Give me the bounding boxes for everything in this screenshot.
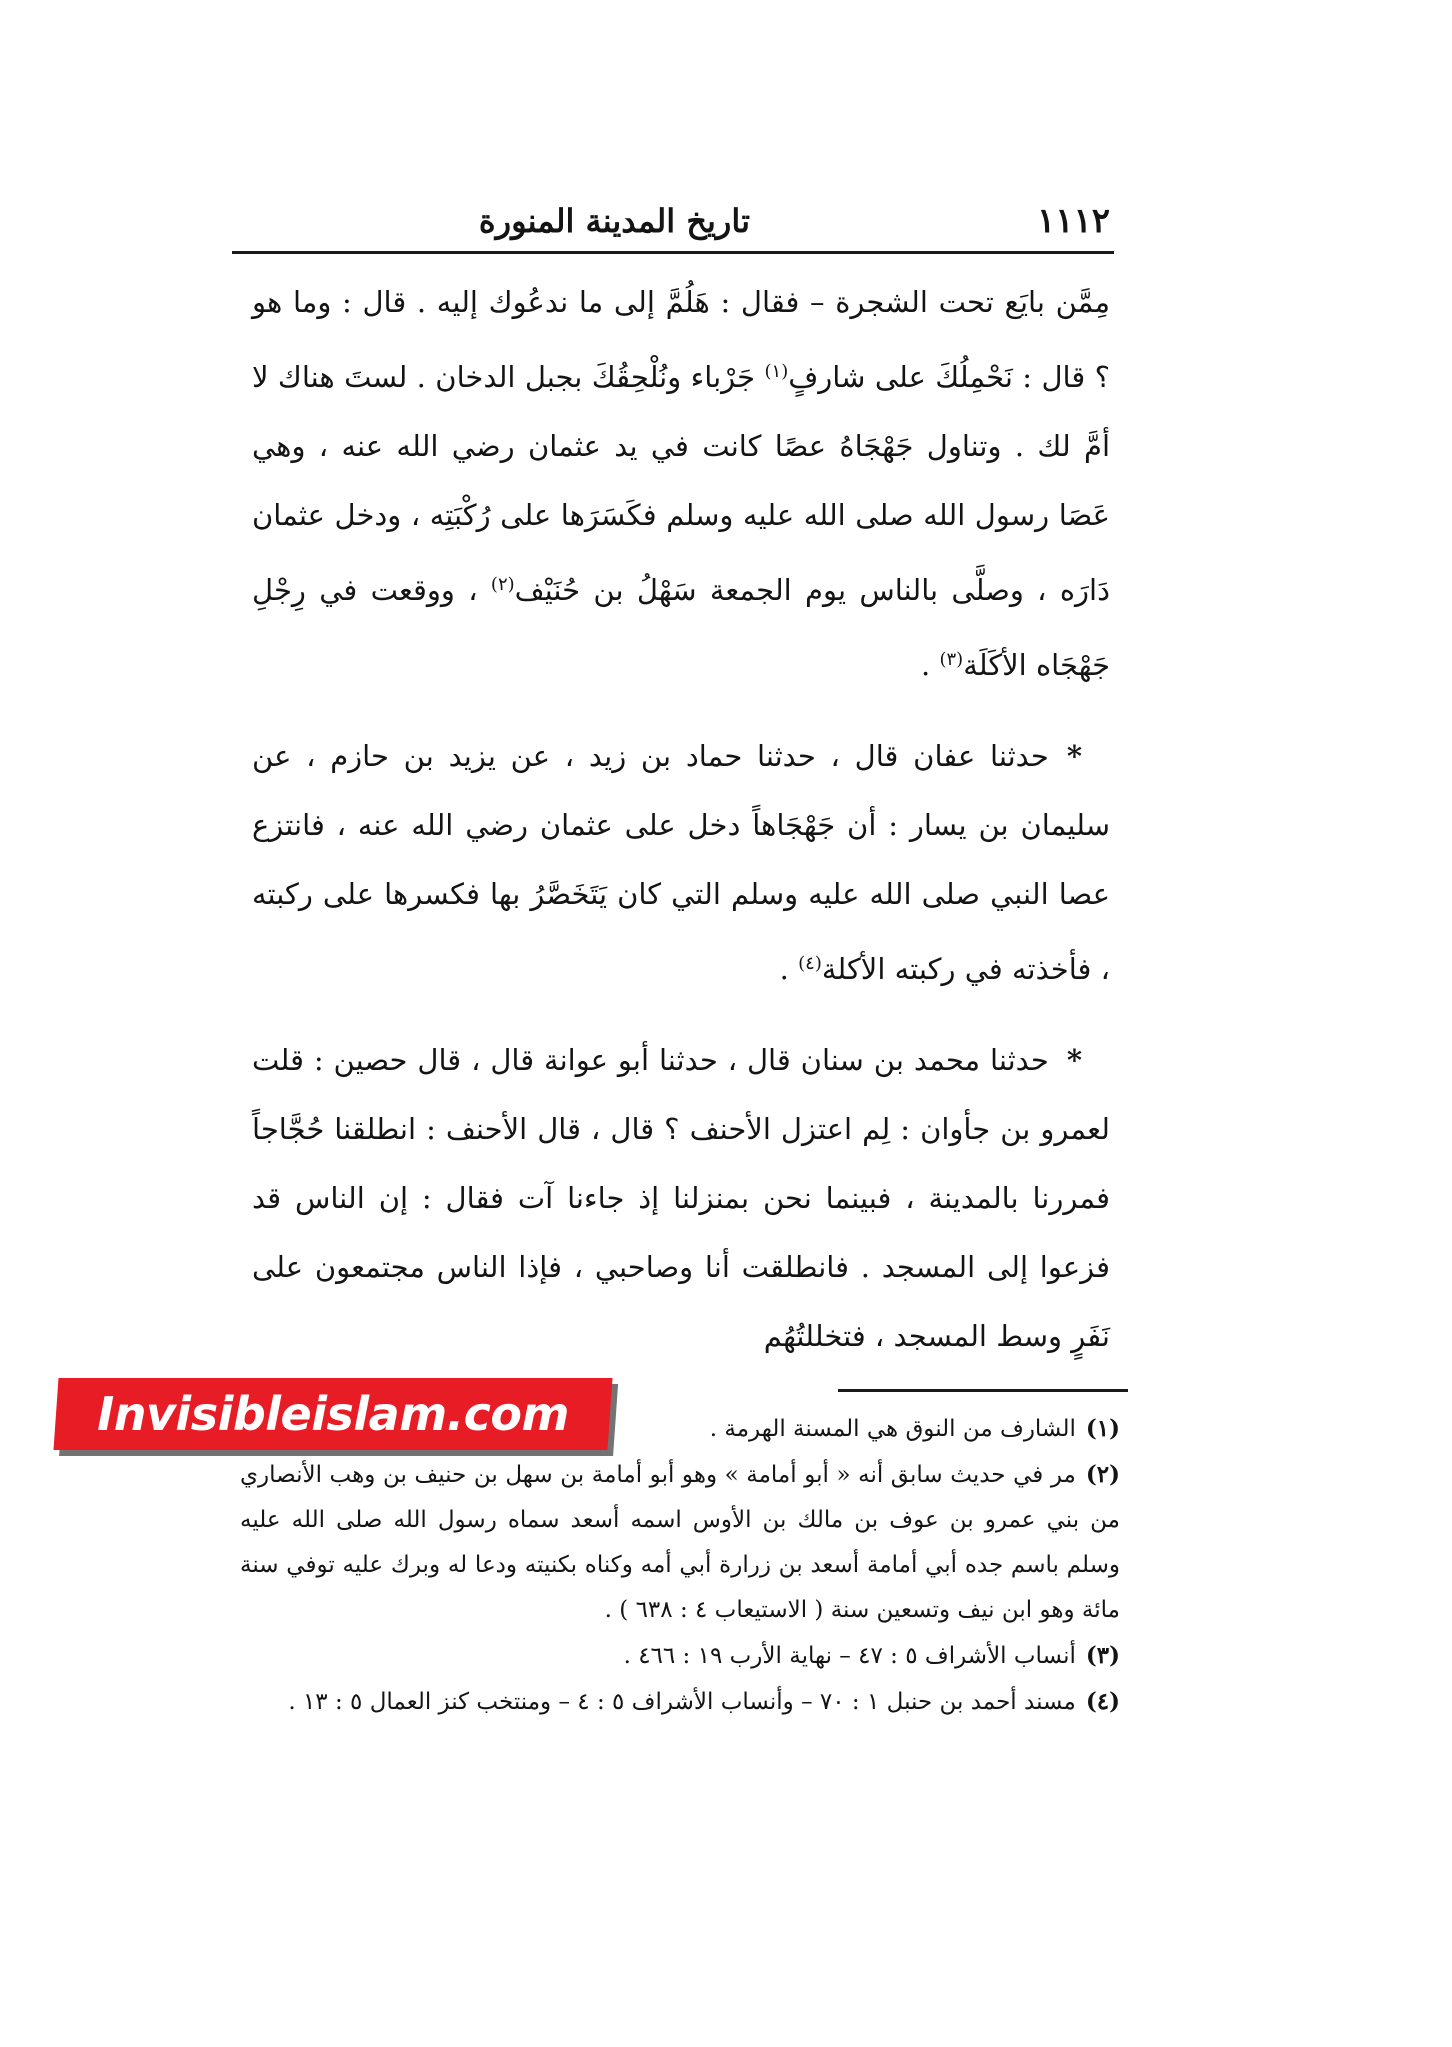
footnote-ref-3: (٣) xyxy=(939,649,964,670)
main-text xyxy=(252,268,1110,1371)
paragraph-2-text-b: . xyxy=(779,952,799,986)
paragraph-1-text-a: مِمَّن بايَع تحت الشجرة – فقال : هَلُمَّ إلى ما ندعُوك إليه . قال : وما هو ؟ قال : نَحْمِلُكَ على شارفٍ xyxy=(252,285,1110,394)
paragraph-2-text-a: حدثنا عفان قال ، حدثنا حماد بن زيد ، عن يزيد بن حازم ، عن سليمان بن يسار : أن جَهْجَاهاً دخل على عثمان رضي الله عنه ، فانتزع عصا النبي صلى الله عليه وسلم التي كان يَتَخَصَّرُ بها فكسرها على ركبته ، فأخذته في ركبته الأكلة xyxy=(252,739,1110,986)
footnote-number: (٣) xyxy=(1085,1642,1120,1669)
page-header xyxy=(238,198,1110,244)
paragraph-1 xyxy=(252,268,1110,700)
hadith-star-marker: * xyxy=(1066,1043,1082,1077)
footnotes xyxy=(240,1406,1120,1725)
watermark-banner xyxy=(53,1378,612,1450)
paragraph-3-text: حدثنا محمد بن سنان قال ، حدثنا أبو عوانة قال ، قال حصين : قلت لعمرو بن جأوان : لِم اعتزل الأحنف ؟ قال ، قال الأحنف : انطلقنا حُجَّاجاً فمررنا بالمدينة ، فبينما نحن بمنزلنا إذ جاءنا آت فقال : إن الناس قد فزعوا إلى المسجد . فانطلقت أنا وصاحبي ، فإذا الناس مجتمعون على نَفَرٍ وسط المسجد ، فتخللتُهُم xyxy=(252,1043,1110,1353)
paragraph-3 xyxy=(252,1026,1110,1371)
footnote-ref-2: (٢) xyxy=(490,574,515,595)
footnote-text: مسند أحمد بن حنبل ١ : ٧٠ – وأنساب الأشراف ٥ : ٤ – ومنتخب كنز العمال ٥ : ١٣ . xyxy=(288,1689,1076,1715)
footnote-number: (٤) xyxy=(1085,1688,1120,1715)
footnote-4 xyxy=(240,1679,1120,1725)
footnote-text: أنساب الأشراف ٥ : ٤٧ – نهاية الأرب ١٩ : ٤٦٦ . xyxy=(623,1643,1076,1669)
paragraph-2 xyxy=(252,722,1110,1004)
footnote-ref-4: (٤) xyxy=(798,953,822,974)
paragraph-1-text-d: . xyxy=(921,648,940,682)
page-number: ١١١٢ xyxy=(1036,201,1110,241)
footnote-text: مر في حديث سابق أنه « أبو أمامة » وهو أبو أمامة بن سهل بن حنيف بن وهب الأنصاري من بني عمرو بن عوف بن مالك بن الأوس اسمه أسعد سماه رسول الله صلى الله عليه وسلم باسم جده أبي أمامة أسعد بن زرارة أبي أمه وكناه بكنيته ودعا له وبرك عليه توفي سنة مائة وهو ابن نيف وتسعين سنة ( الاستيعاب ٤ : ٦٣٨ ) . xyxy=(240,1462,1120,1623)
watermark-text: Invisibleislam.com xyxy=(97,1387,569,1441)
footnote-ref-1: (١) xyxy=(764,361,789,382)
footnote-2 xyxy=(240,1452,1120,1633)
footnote-number: (٢) xyxy=(1085,1461,1120,1488)
hadith-star-marker: * xyxy=(1066,739,1082,773)
paragraph-1-text-b: جَرْباء ونُلْحِقُكَ بجبل الدخان . لستَ هناك لا أمَّ لك . وتناول جَهْجَاهُ عصًا كانت في يد عثمان رضي الله عنه ، وهي عَصَا رسول الله صلى الله عليه وسلم فكَسَرَها على رُكْبَتِه ، ودخل عثمان دَارَه ، وصلَّى بالناس يوم الجمعة سَهْلُ بن حُنَيْف xyxy=(252,360,1110,607)
footnote-number: (١) xyxy=(1085,1415,1120,1442)
footnote-3 xyxy=(240,1633,1120,1679)
footnote-separator xyxy=(838,1389,1128,1392)
footnote-text: الشارف من النوق هي المسنة الهرمة . xyxy=(709,1416,1076,1442)
running-title: تاريخ المدينة المنورة xyxy=(478,202,750,240)
header-rule xyxy=(232,251,1114,254)
paragraph-1-text-c: ، ووقعت في رِجْلِ جَهْجَاه الأكَلَة xyxy=(252,573,1110,682)
